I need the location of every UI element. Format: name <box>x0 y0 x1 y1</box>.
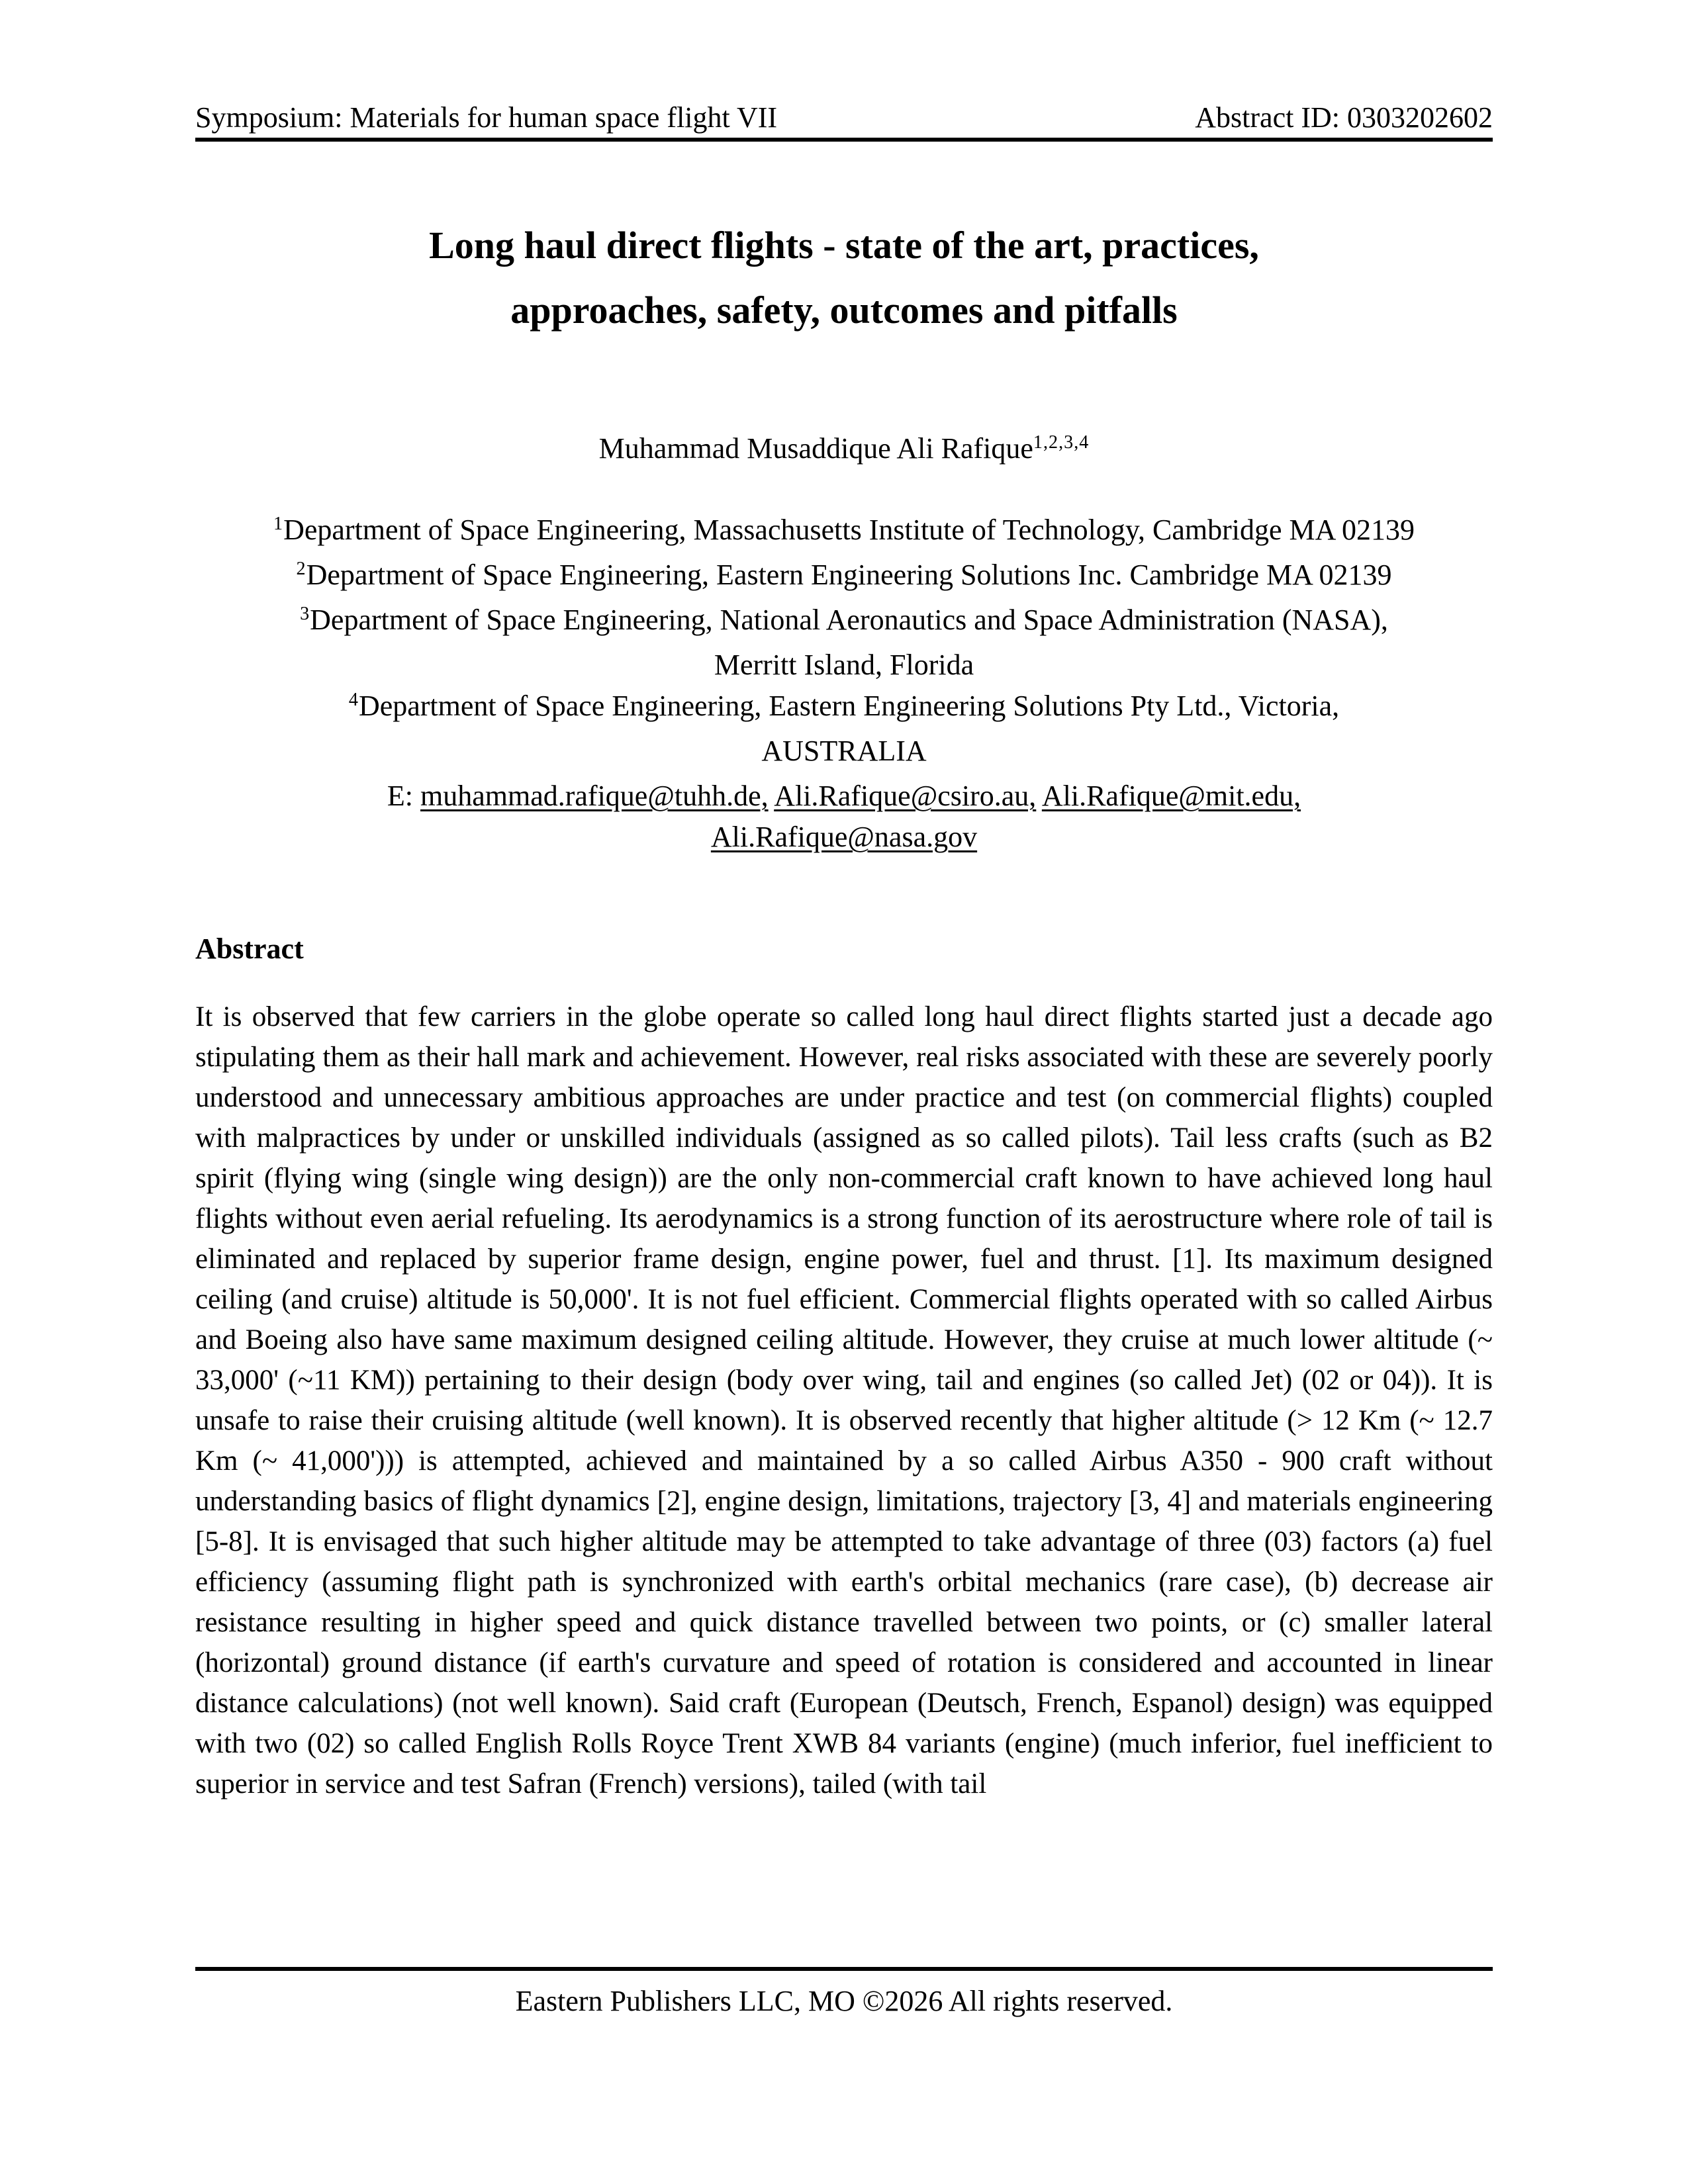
paper-title <box>195 213 1493 343</box>
header-symposium: Symposium: Materials for human space flight VII <box>195 101 778 134</box>
email-line-2 <box>195 817 1493 858</box>
author-affiliation-superscript: 1,2,3,4 <box>1033 432 1090 453</box>
affiliation-sup-2: 2 <box>296 558 306 579</box>
affiliation-text-2: Department of Space Engineering, Eastern Engineering Solutions Inc. Cambridge MA 02139 <box>306 559 1392 591</box>
affiliation-sup-5: 4 <box>348 689 359 710</box>
affiliation-text-1: Department of Space Engineering, Massachusetts Institute of Technology, Cambridge MA 02139 <box>283 514 1415 546</box>
email-line-1 <box>195 776 1493 817</box>
email-link-1[interactable]: muhammad.rafique@tuhh.de, <box>420 780 769 812</box>
affiliation-line-1 <box>195 510 1493 555</box>
affiliation-line-6 <box>195 731 1493 772</box>
affiliation-text-4: Merritt Island, Florida <box>714 649 974 681</box>
abstract-heading: Abstract <box>195 933 304 965</box>
affiliation-text-3: Department of Space Engineering, National Aeronautics and Space Administration (NASA), <box>310 604 1388 636</box>
footer-copyright: Eastern Publishers LLC, MO ©2026 All rights reserved. <box>515 1985 1173 2017</box>
affiliation-line-4 <box>195 645 1493 686</box>
email-link-3[interactable]: Ali.Rafique@mit.edu, <box>1041 780 1301 812</box>
affiliation-text-5: Department of Space Engineering, Eastern Engineering Solutions Pty Ltd., Victoria, <box>358 690 1340 722</box>
header-abstract-id: Abstract ID: 0303202602 <box>1195 101 1493 134</box>
affiliation-sup-3: 3 <box>300 603 310 624</box>
contact-block <box>195 776 1493 858</box>
affiliation-line-2 <box>195 555 1493 600</box>
affiliation-line-5 <box>195 686 1493 731</box>
page-header <box>195 101 1493 135</box>
affiliation-text-6: AUSTRALIA <box>761 735 927 767</box>
abstract-body: It is observed that few carriers in the globe operate so called long haul direct flights started just a decade ago stipulating them as their hall mark and achievement. However, real risks associated with these are severely poorly understood and unnecessary ambitious approaches are under practice and test (on commercial flights) coupled with malpractices by under or unskilled individuals (assigned as so called pilots). Tail less crafts (such as B2 spirit (flying wing (single wing design)) are the only non-commercial craft known to have achieved long haul flights without even aerial refueling. Its aerodynamics is a strong function of its aerostructure where role of tail is eliminated and replaced by superior frame design, engine power, fuel and thrust. [1]. Its maximum designed ceiling (and cruise) altitude is 50,000'. It is not fuel efficient. Commercial flights operated with so called Airbus and Boeing also have same maximum designed ceiling altitude. However, they cruise at much lower altitude (~ 33,000' (~11 KM)) pertaining to their design (body over wing, tail and engines (so called Jet) (02 or 04)). It is unsafe to raise their cruising altitude (well known). It is observed recently that higher altitude (> 12 Km (~ 12.7 Km (~ 41,000'))) is attempted, achieved and maintained by a so called Airbus A350 - 900 craft without understanding basics of flight dynamics [2], engine design, limitations, trajectory [3, 4] and materials engineering [5-8]. It is envisaged that such higher altitude may be attempted to take advantage of three (03) factors (a) fuel efficiency (assuming flight path is synchronized with earth's orbital mechanics (rare case), (b) decrease air resistance resulting in higher speed and quick distance travelled between two points, or (c) smaller lateral (horizontal) ground distance (if earth's curvature and speed of rotation is considered and accounted in linear distance calculations) (not well known). Said craft (European (Deutsch, French, Espanol) design) was equipped with two (02) so called English Rolls Royce Trent XWB 84 variants (engine) (much inferior, fuel inefficient to superior in service and test Safran (French) versions), tailed (with tail <box>195 1001 1493 1799</box>
author-name: Muhammad Musaddique Ali Rafique <box>598 432 1033 465</box>
footer-rule <box>195 1967 1493 1971</box>
affiliation-sup-1: 1 <box>273 513 284 534</box>
affiliation-line-3 <box>195 600 1493 645</box>
paper-title-line2: approaches, safety, outcomes and pitfalls <box>510 289 1178 332</box>
affiliations-block <box>195 510 1493 772</box>
author-line <box>195 432 1493 465</box>
email-link-4[interactable]: Ali.Rafique@nasa.gov <box>710 821 978 853</box>
email-link-2[interactable]: Ali.Rafique@csiro.au, <box>774 780 1037 812</box>
header-rule <box>195 138 1493 142</box>
paper-title-line1: Long haul direct flights - state of the art, practices, <box>429 224 1259 267</box>
email-prefix: E: <box>387 780 414 812</box>
